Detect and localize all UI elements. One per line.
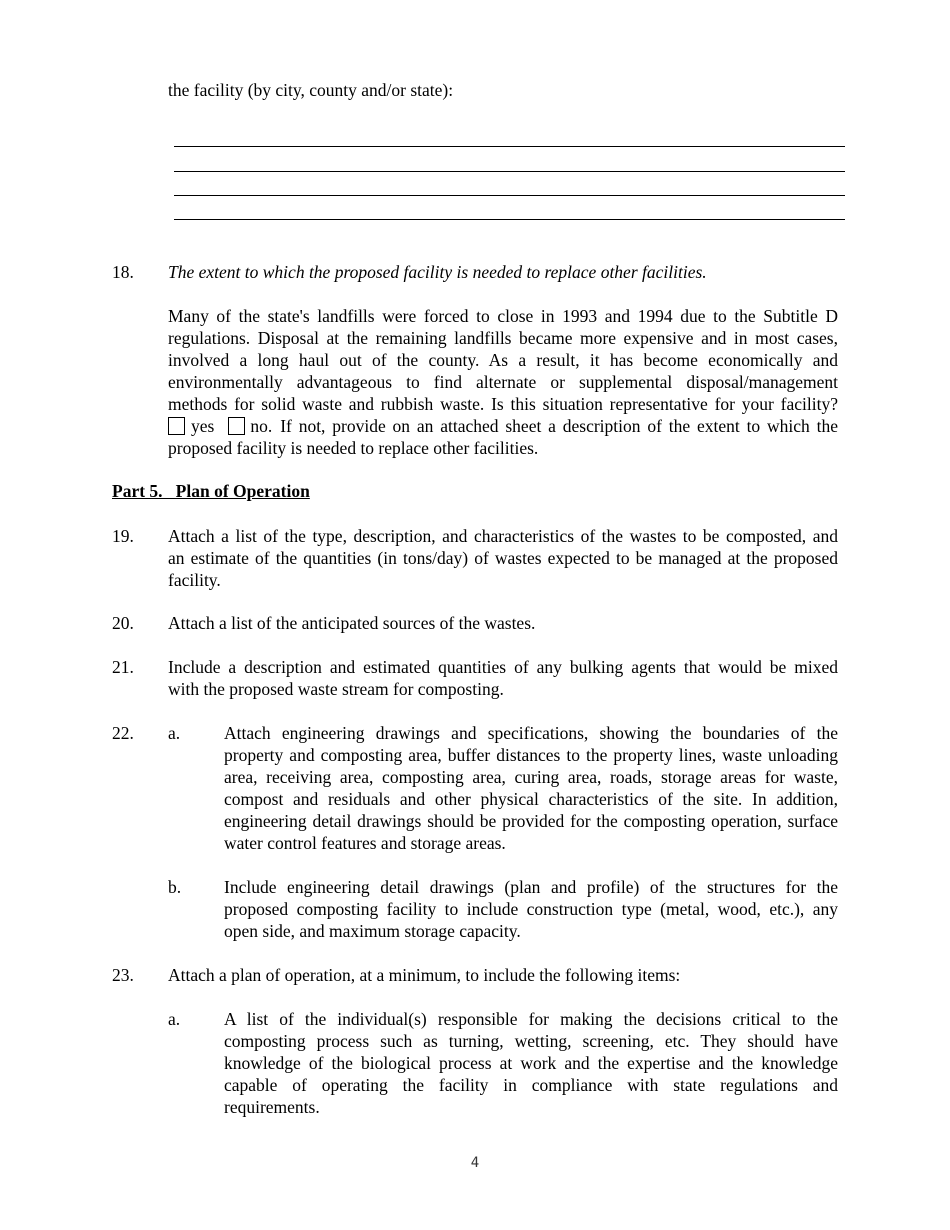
no-checkbox[interactable] bbox=[228, 417, 245, 435]
answer-line-1[interactable] bbox=[174, 146, 845, 147]
no-label: no. bbox=[250, 416, 273, 436]
answer-line-4[interactable] bbox=[174, 219, 845, 220]
item-21-number: 21. bbox=[112, 657, 134, 677]
item-19-number: 19. bbox=[112, 526, 134, 546]
item-22a-label: a. bbox=[168, 723, 181, 743]
checkbox-line-text: If not, provide on an attached sheet a description of the extent to which the bbox=[280, 416, 838, 436]
item-18-checkbox-line bbox=[168, 415, 838, 437]
intro-line: the facility (by city, county and/or state): bbox=[168, 80, 454, 100]
item-18-paragraph bbox=[168, 305, 838, 415]
item-21-line: Include a description and estimated quantities of any bulking agents that would be mixed bbox=[168, 657, 838, 677]
item-23a-line: A list of the individual(s) responsible for making the decisions critical to the bbox=[224, 1009, 838, 1029]
item-18-line: environmentally advantageous to find alternate or supplemental disposal/management bbox=[168, 372, 838, 392]
item-19-line: an estimate of the quantities (in tons/day) of wastes expected to be managed at the proposed bbox=[168, 548, 838, 568]
item-23-intro: Attach a plan of operation, at a minimum, to include the following items: bbox=[168, 965, 681, 985]
item-22b-line: Include engineering detail drawings (plan and profile) of the structures for the bbox=[224, 877, 838, 897]
item-18-line: regulations. Disposal at the remaining landfills became more expensive and in most cases, bbox=[168, 328, 838, 348]
item-22-number: 22. bbox=[112, 723, 134, 743]
item-19-line: Attach a list of the type, description, and characteristics of the wastes to be composted, and bbox=[168, 526, 838, 546]
item-23a-line: capable of operating the facility in compliance with state regulations and bbox=[224, 1075, 838, 1095]
item-18-line: involved a long haul out of the county. As a result, it has become economically and bbox=[168, 350, 838, 370]
item-22a-line: property and composting area, buffer distances to the property lines, waste unloading bbox=[224, 745, 838, 765]
item-19-line: facility. bbox=[168, 570, 221, 590]
item-22a-line: water control features and storage areas. bbox=[224, 833, 506, 853]
answer-line-2[interactable] bbox=[174, 171, 845, 172]
item-23-number: 23. bbox=[112, 965, 134, 985]
item-22b-label: b. bbox=[168, 877, 182, 897]
item-23a-label: a. bbox=[168, 1009, 181, 1029]
item-20-text: Attach a list of the anticipated sources of the wastes. bbox=[168, 613, 536, 633]
item-22a-line: Attach engineering drawings and specifications, showing the boundaries of the bbox=[224, 723, 838, 743]
item-18-line: Many of the state's landfills were forced to close in 1993 and 1994 due to the Subtitle D bbox=[168, 306, 838, 326]
item-23a-line: requirements. bbox=[224, 1097, 320, 1117]
item-22a-line: engineering detail drawings should be provided for the composting operation, surface bbox=[224, 811, 838, 831]
item-23a-line: composting process such as turning, wetting, screening, etc. They should have bbox=[224, 1031, 838, 1051]
item-22a-line: area, receiving area, composting area, curing area, roads, storage areas for waste, bbox=[224, 767, 838, 787]
item-22a-line: compost and residuals and other physical characteristics of the site. In addition, bbox=[224, 789, 838, 809]
yes-checkbox[interactable] bbox=[168, 417, 185, 435]
item-23a-line: knowledge of the biological process at work and the expertise and the knowledge bbox=[224, 1053, 838, 1073]
item-23a-paragraph bbox=[224, 1008, 838, 1118]
item-21-paragraph bbox=[168, 656, 838, 700]
yes-label: yes bbox=[191, 416, 215, 436]
item-19-paragraph bbox=[168, 525, 838, 591]
item-20-number: 20. bbox=[112, 613, 134, 633]
item-18-title: The extent to which the proposed facility is needed to replace other facilities. bbox=[168, 262, 707, 282]
item-18-last-line: proposed facility is needed to replace other facilities. bbox=[168, 438, 539, 458]
item-21-line: with the proposed waste stream for composting. bbox=[168, 679, 504, 699]
part-5-heading: Part 5. Plan of Operation bbox=[112, 481, 310, 501]
item-18-number: 18. bbox=[112, 262, 134, 282]
item-22b-paragraph bbox=[224, 876, 838, 942]
item-22b-line: proposed composting facility to include construction type (metal, wood, etc.), any bbox=[224, 899, 838, 919]
item-22a-paragraph bbox=[224, 722, 838, 854]
item-18-line: methods for solid waste and rubbish waste. Is this situation representative for your facility? bbox=[168, 394, 838, 414]
answer-line-3[interactable] bbox=[174, 195, 845, 196]
page-number: 4 bbox=[470, 1155, 480, 1171]
item-22b-line: open side, and maximum storage capacity. bbox=[224, 921, 521, 941]
